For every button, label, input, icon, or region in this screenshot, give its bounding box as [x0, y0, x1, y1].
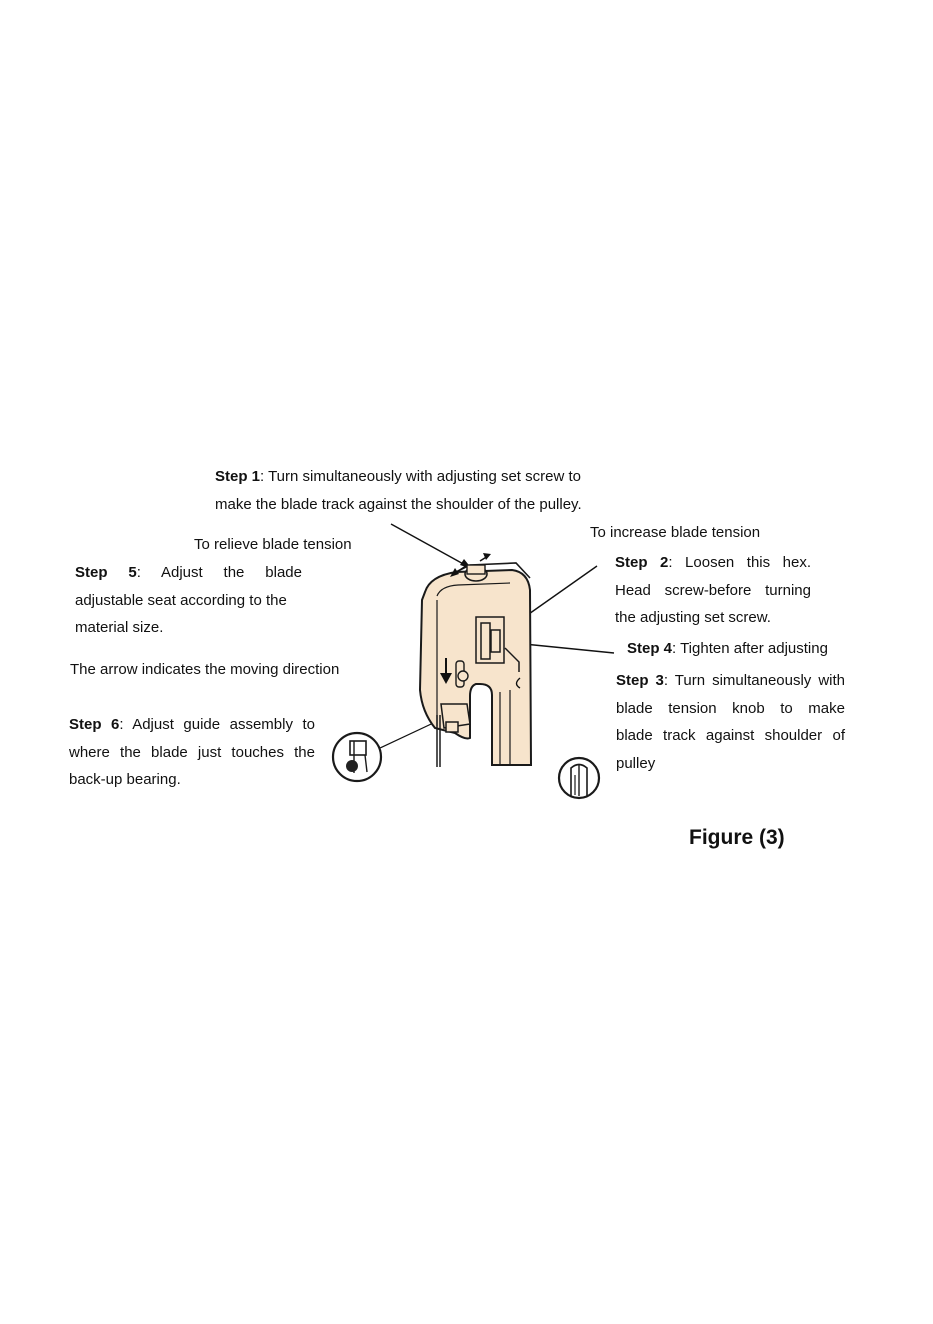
- step5-line3: material size.: [75, 619, 164, 636]
- step5-number: 5: [128, 564, 137, 581]
- step4-line: : Tighten after adjusting: [672, 640, 828, 657]
- step2-text: [615, 549, 811, 632]
- step1-pointer-line: [391, 524, 467, 566]
- blade-tension-knob: [465, 565, 487, 581]
- step3-text: [616, 667, 845, 777]
- step4-label: Step 4: [627, 640, 673, 657]
- step6-label: Step 6: [69, 716, 120, 733]
- step1-label: Step 1: [215, 468, 261, 485]
- step2-label: Step 2: [615, 554, 669, 571]
- step3-line4: pulley: [616, 754, 656, 772]
- step6-text: [69, 711, 315, 794]
- step5-label: Step: [75, 564, 108, 581]
- figure-caption: Figure (3): [689, 826, 785, 849]
- step1-line1: : Turn simultaneously with adjusting set screw to: [260, 468, 581, 485]
- step1-text: [215, 463, 615, 518]
- step2-line3: the adjusting set screw.: [615, 609, 771, 626]
- arrow-direction-note: The arrow indicates the moving direction: [70, 661, 340, 678]
- step2-line2: Head screw-before turning: [615, 581, 811, 599]
- step5-line1: : Adjust the blade: [136, 564, 302, 581]
- step6-line3: back-up bearing.: [69, 771, 181, 788]
- step3-line2: blade tension knob to make: [616, 699, 845, 717]
- step5-text: [75, 559, 302, 642]
- step2-line1: : Loosen this hex.: [668, 554, 812, 571]
- step3-line3: blade track against shoulder of: [616, 727, 845, 744]
- step3-label: Step 3: [616, 672, 664, 689]
- step6-line2: where the blade just touches the: [69, 743, 315, 761]
- relieve-tension-label: To relieve blade tension: [194, 536, 352, 553]
- guide-bearing-inset: [333, 733, 381, 781]
- step1-line2: make the blade track against the shoulder of the pulley.: [215, 495, 582, 513]
- step4-text: [627, 635, 828, 663]
- blade-track-inset: [559, 758, 599, 798]
- increase-tension-label: To increase blade tension: [590, 524, 761, 541]
- step6-line1: : Adjust guide assembly to: [119, 716, 315, 733]
- step5-line2: adjustable seat according to the: [75, 591, 287, 609]
- step3-line1: : Turn simultaneously with: [663, 672, 846, 689]
